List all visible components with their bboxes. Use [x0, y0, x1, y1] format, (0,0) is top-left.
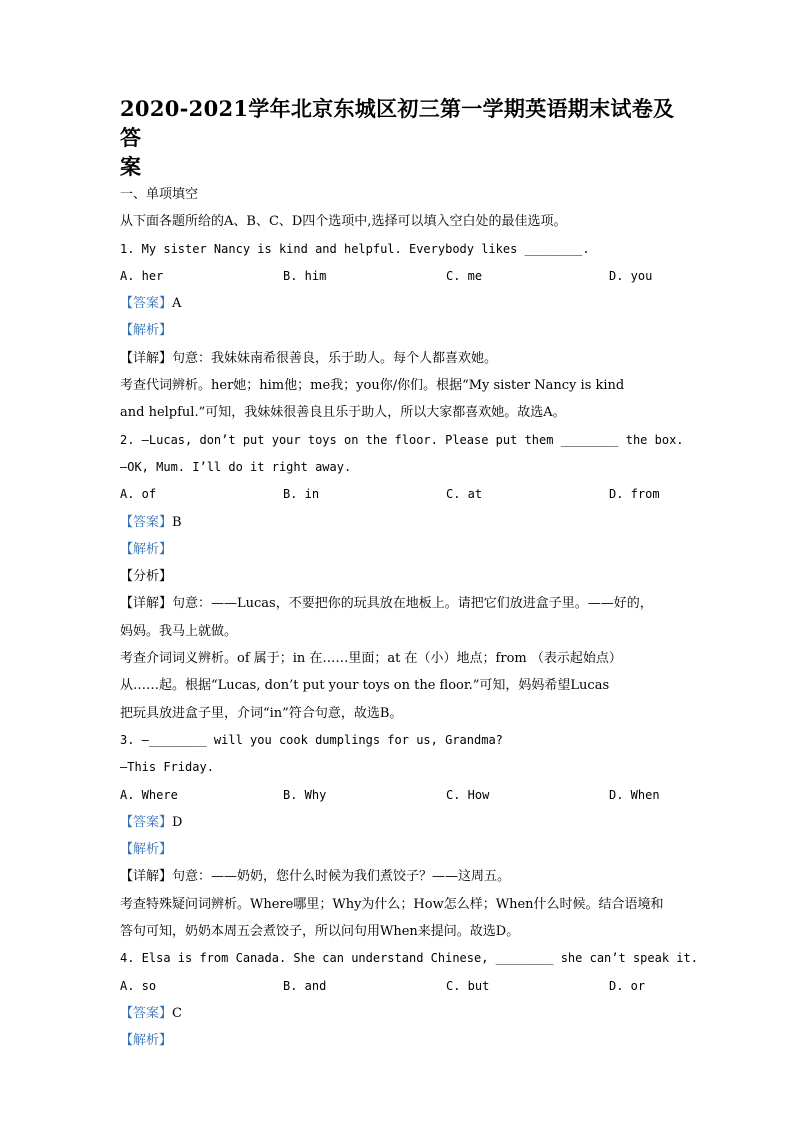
answer-value: C [172, 1005, 182, 1021]
question-4-stem: 4. Elsa is from Canada. She can understand Chinese, ________ she can’t speak it. [120, 951, 698, 966]
detail-label: 【详解】 [120, 350, 173, 366]
answer-value: B [172, 514, 182, 530]
detail-row [120, 345, 680, 372]
option-d: D. you [609, 268, 653, 283]
answer-label: 【答案】 [120, 1005, 173, 1021]
option-b: B. Why [283, 787, 327, 802]
detail-continued: 妈妈。我马上就做。 [120, 623, 238, 639]
question-2-options [120, 481, 680, 508]
option-a: A. Where [120, 787, 178, 802]
option-c: C. at [446, 487, 483, 502]
title-line-1: 2020-2021学年北京东城区初三第一学期英语期末试卷及答 [120, 96, 675, 150]
explanation-line: and helpful.”可知，我妹妹很善良且乐于助人，所以大家都喜欢她。故选A。 [120, 405, 566, 421]
question-3-reply: —This Friday. [120, 760, 214, 775]
fenxi-label: 【分析】 [120, 569, 173, 585]
option-d: D. When [609, 787, 660, 802]
explanation-line: 考查代词辨析。her她；him他；me我；you你/你们。根据“My sister Nancy is kind [120, 378, 625, 394]
option-b: B. and [283, 978, 327, 993]
exam-document [120, 94, 698, 1055]
option-a: A. so [120, 978, 157, 993]
explanation-line: 从……起。根据“Lucas, don’t put your toys on the floor.”可知，妈妈希望Lucas [120, 678, 610, 694]
question-3-options [120, 782, 680, 809]
option-c: C. but [446, 978, 490, 993]
title-line-2: 案 [120, 154, 142, 179]
analysis-label: 【解析】 [120, 541, 173, 557]
option-b: B. in [283, 487, 320, 502]
option-c: C. me [446, 268, 483, 283]
explanation-line: 考查特殊疑问词辨析。Where哪里；Why为什么；How怎么样；When什么时候。结合语境和 [120, 896, 664, 912]
analysis-label: 【解析】 [120, 842, 173, 858]
explanation-line: 答句可知，奶奶本周五会煮饺子，所以问句用When来提问。故选D。 [120, 924, 520, 940]
detail-text: 句意：——奶奶，您什么时候为我们煮饺子？——这周五。 [172, 869, 511, 885]
detail-row [120, 863, 680, 890]
option-d: D. from [609, 487, 660, 502]
answer-row [120, 1000, 680, 1027]
answer-label: 【答案】 [120, 296, 173, 312]
detail-text: 句意：——Lucas，不要把你的玩具放在地板上。请把它们放进盒子里。——好的， [172, 596, 653, 612]
explanation-line: 考查介词词义辨析。of 属于；in 在……里面；at 在（小）地点；from （表示起始点） [120, 651, 622, 667]
detail-label: 【详解】 [120, 869, 173, 885]
question-2-reply: —OK, Mum. I’ll do it right away. [120, 459, 352, 474]
question-1-stem: 1. My sister Nancy is kind and helpful. Everybody likes ________. [120, 241, 590, 256]
question-2-stem: 2. —Lucas, don’t put your toys on the floor. Please put them ________ the box. [120, 432, 684, 447]
answer-value: D [172, 814, 183, 830]
section-instruction: 从下面各题所给的A、B、C、D四个选项中,选择可以填入空白处的最佳选项。 [120, 214, 567, 230]
option-a: A. her [120, 268, 164, 283]
answer-label: 【答案】 [120, 814, 173, 830]
explanation-line: 把玩具放进盒子里，介词“in”符合句意，故选B。 [120, 705, 403, 721]
detail-row [120, 590, 680, 617]
option-b: B. him [283, 268, 327, 283]
section-heading: 一、单项填空 [120, 187, 199, 202]
answer-value: A [172, 296, 182, 312]
question-4-options [120, 973, 680, 1000]
question-3-stem: 3. —________ will you cook dumplings for us, Grandma? [120, 732, 503, 747]
analysis-label: 【解析】 [120, 1033, 173, 1049]
answer-row [120, 809, 680, 836]
option-d: D. or [609, 978, 646, 993]
detail-text: 句意：我妹妹南希很善良，乐于助人。每个人都喜欢她。 [172, 350, 498, 366]
option-c: C. How [446, 787, 490, 802]
option-a: A. of [120, 487, 157, 502]
question-1-options [120, 263, 680, 290]
answer-row [120, 290, 680, 317]
answer-row [120, 509, 680, 536]
document-title [120, 94, 680, 181]
answer-label: 【答案】 [120, 514, 173, 530]
analysis-label: 【解析】 [120, 323, 173, 339]
detail-label: 【详解】 [120, 596, 173, 612]
